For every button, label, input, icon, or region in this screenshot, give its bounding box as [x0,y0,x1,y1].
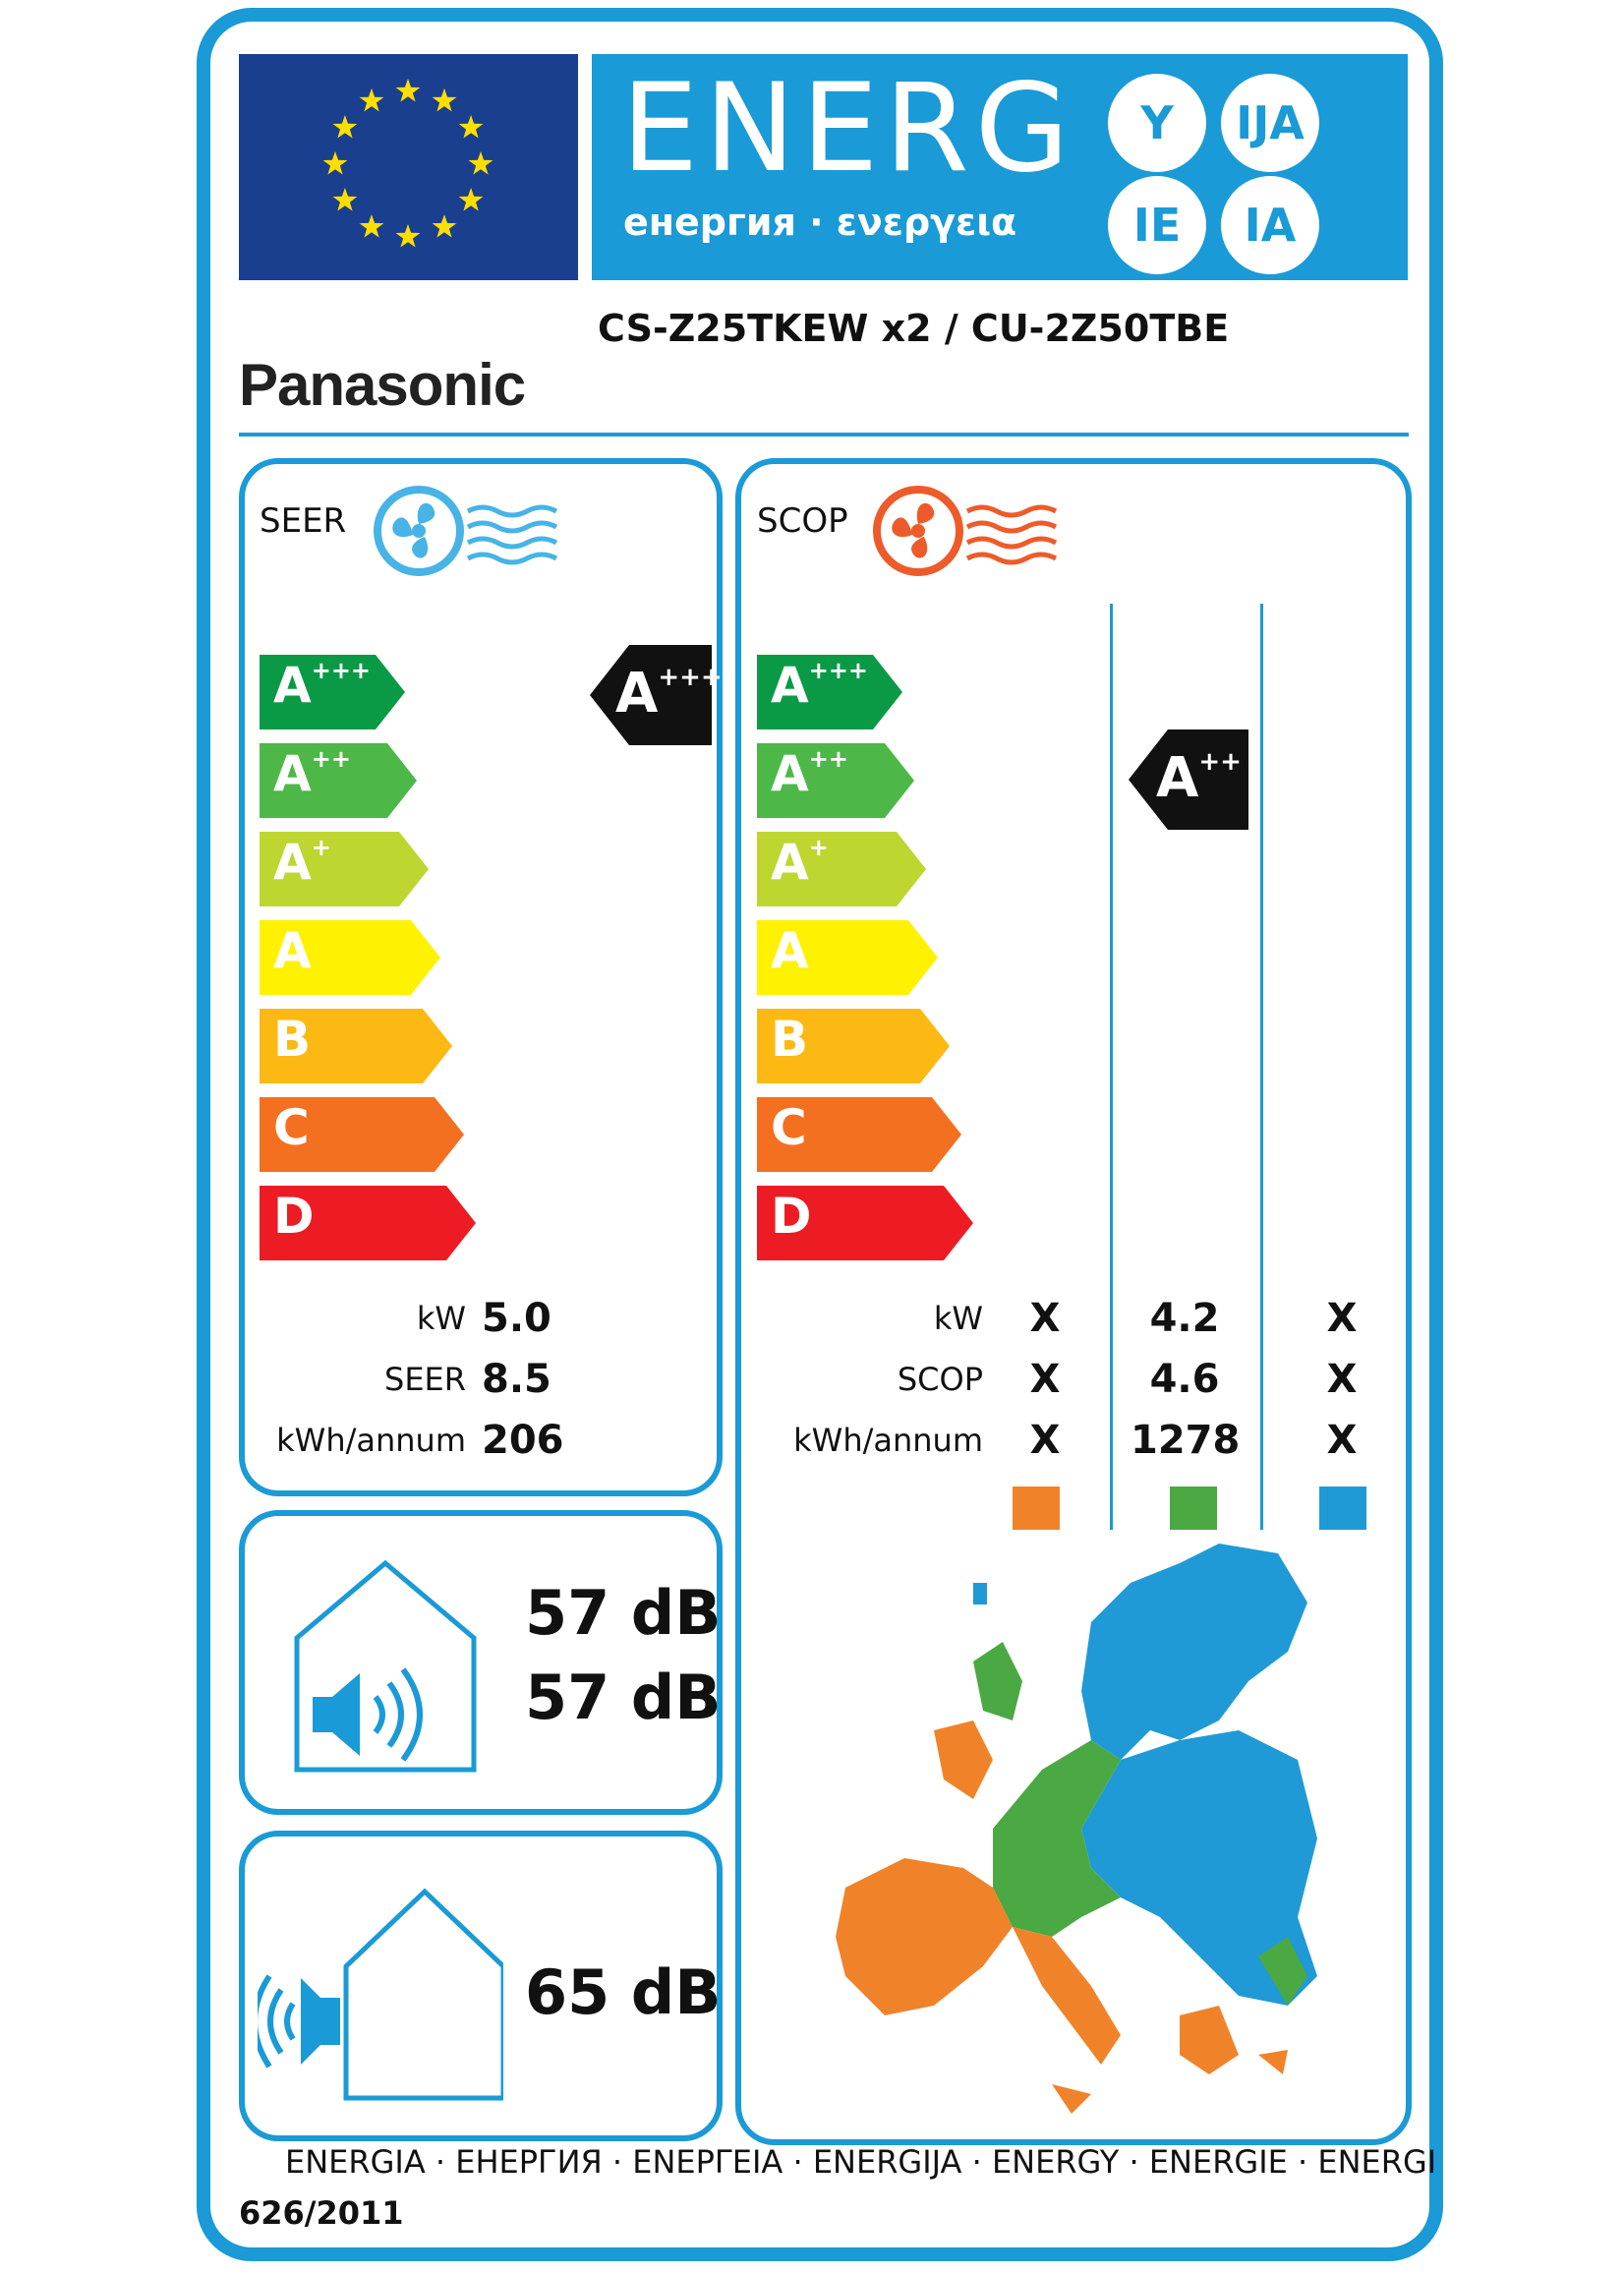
footer-languages: ENERGIA · ЕНЕРГИЯ · ΕΝΕΡΓΕΙΑ · ENERGIJA · ENERGY · ENERGIE · ENERGI [285,2143,1437,2181]
cooling-seer-value: 8.5 [482,1357,551,1402]
cooling-scale-label: C [273,1099,310,1156]
outdoor-speaker-icon [258,1888,503,2108]
eu-flag [239,54,578,280]
cooling-annual-value: 206 [482,1418,564,1463]
divider [239,433,1409,437]
star-icon [333,115,358,139]
cooling-scale-label: A+ [273,834,331,891]
cooling-scale-arrow [260,832,429,906]
spec-label: SEER [384,1361,466,1398]
cooling-rating-label: A+++ [615,662,723,726]
star-icon [360,214,384,238]
heating-scale-arrow [757,832,926,906]
average-kw-value: 4.2 [1149,1296,1220,1341]
star-icon [469,151,493,175]
energy-word: ENERG [621,58,1075,200]
indoor-noise-value: 57 dB [525,1577,722,1649]
star-icon [433,88,457,112]
cooling-scale-label: A+++ [273,657,372,714]
cooling-scale-arrow [260,1009,452,1083]
eu-stars-icon [239,54,578,280]
cooling-rating-arrow [590,645,723,745]
average-zone-swatch [1170,1487,1217,1530]
cooling-fan-icon [374,482,590,584]
model-number: CS-Z25TKEW x2 / CU-2Z50TBE [598,307,1230,350]
cooling-scale-arrow [260,1186,476,1260]
heating-scale-arrow [757,655,902,729]
spec-label: kWh/annum [276,1422,466,1459]
cooling-scale-label: A++ [273,745,351,802]
heating-scale-label: D [771,1188,812,1245]
indoor-speaker-icon [287,1559,484,1779]
heating-scale-arrow [757,1097,961,1172]
warmer-scop-value: X [1029,1357,1061,1402]
spec-label: SCOP [897,1361,983,1398]
cooling-kw-value: 5.0 [482,1296,551,1341]
colder-zone-swatch [1319,1487,1366,1530]
star-icon [459,188,484,211]
spec-label: kW [416,1300,466,1337]
seer-title: SEER [260,501,347,541]
heating-scale-label: A [771,922,809,979]
warmer-annual-value: X [1029,1418,1061,1463]
heating-scale-arrow [757,1186,973,1260]
star-icon [433,214,457,238]
star-icon [459,115,484,139]
brand-name: Panasonic [239,352,526,418]
average-scop-value: 4.6 [1149,1357,1220,1402]
language-suffix: Y [1108,74,1206,172]
zone-divider [1260,604,1263,1530]
star-icon [396,79,421,102]
outdoor-noise-value: 65 dB [525,1956,722,2028]
heating-scale-label: A+ [771,834,829,891]
star-icon [396,224,421,248]
language-suffix: IE [1108,176,1206,274]
language-suffix: IA [1221,176,1319,274]
heating-scale-label: B [771,1011,809,1068]
energy-subtitle: енергия · ενεργεια [623,201,1017,244]
heating-rating-arrow [1129,729,1248,830]
scop-title: SCOP [757,501,848,541]
colder-scop-value: X [1326,1357,1358,1402]
cooling-scale-arrow [260,920,440,995]
average-annual-value: 1278 [1131,1418,1241,1463]
colder-annual-value: X [1326,1418,1358,1463]
cooling-scale-arrow [260,1097,464,1172]
indoor-noise-value: 57 dB [525,1662,722,1733]
language-suffix: IJA [1221,74,1319,172]
cooling-scale-label: B [273,1011,312,1068]
colder-kw-value: X [1326,1296,1358,1341]
regulation-number: 626/2011 [239,2194,404,2232]
zone-divider [1110,604,1113,1530]
cooling-scale-arrow [260,655,405,729]
cooling-scale-label: A [273,922,312,979]
heating-scale-arrow [757,1009,950,1083]
heating-scale-label: A+++ [771,657,869,714]
star-icon [333,188,358,211]
heating-scale-label: A++ [771,745,848,802]
heating-scale-label: C [771,1099,807,1156]
cooling-scale-arrow [260,743,417,818]
europe-climate-map [826,1544,1337,2128]
heating-rating-label: A++ [1156,746,1242,810]
heating-scale-arrow [757,743,914,818]
star-icon [360,88,384,112]
spec-label: kW [933,1300,983,1337]
energy-banner [592,54,1408,280]
heating-scale-arrow [757,920,938,995]
cooling-scale-label: D [273,1188,315,1245]
star-icon [323,151,348,175]
heating-fan-icon [873,482,1089,584]
spec-label: kWh/annum [793,1422,983,1459]
warmer-zone-swatch [1013,1487,1060,1530]
warmer-kw-value: X [1029,1296,1061,1341]
